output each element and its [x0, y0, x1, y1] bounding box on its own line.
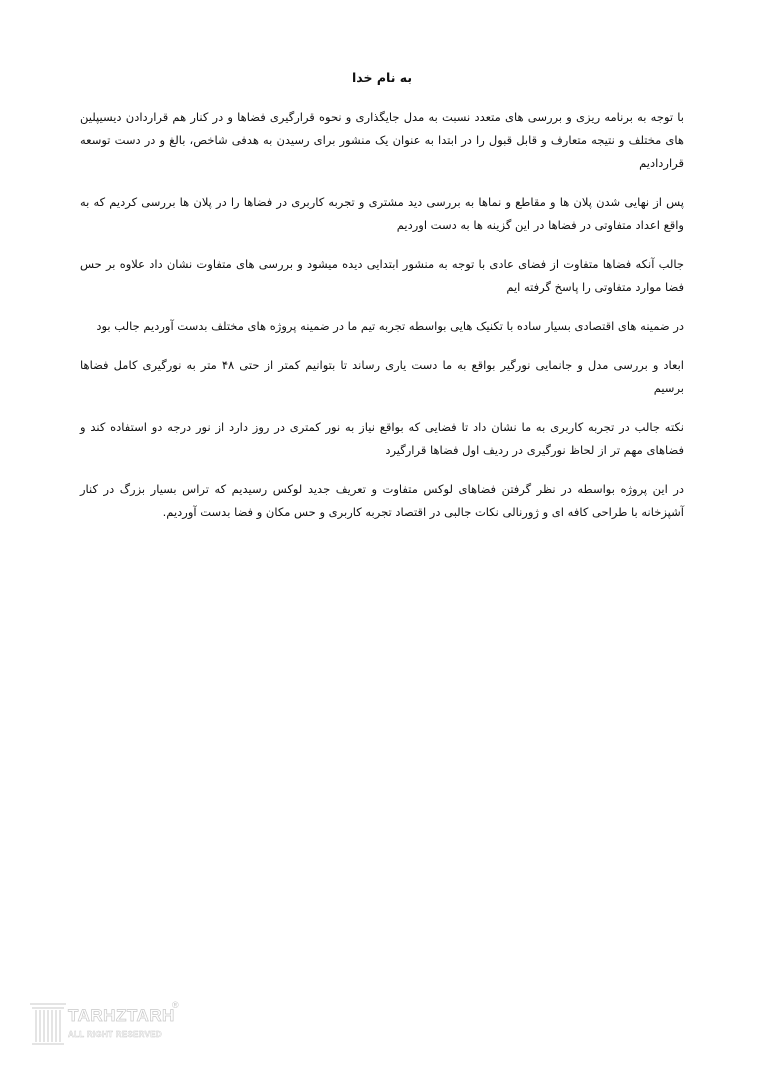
paragraph-7: در این پروژه بواسطه در نظر گرفتن فضاهای لوکس متفاوت و تعریف جدید لوکس رسیدیم که تراس بسیار بزرگ در کنار آشپزخانه با طراحی کافه ای و ژورنالی نکات جالبی در اقتصاد تجربه کاربری و حس مکان و فضا بدست آوردیم.	[80, 482, 684, 519]
watermark-brand: TARHZTARH	[68, 1006, 175, 1025]
paragraph-5: ابعاد و بررسی مدل و جانمایی نورگیر بواقع به ما دست یاری رساند تا بتوانیم کمتر از حتی ۴۸ متر به نورگیری کامل فضاها برسیم	[80, 358, 684, 395]
document-body	[80, 106, 684, 540]
watermark-logo	[28, 1000, 188, 1052]
paragraph-1: با توجه به برنامه ریزی و بررسی های متعدد نسبت به مدل جایگذاری و نحوه قرارگیری فضاها و در کنار هم قراردادن دیسیپلین های مختلف و نتیجه متعارف و قابل قبول را در ابتدا به عنوان یک منشور برای رسیدن به هدفی شاخص، بالغ و در دست توسعه قراردادیم	[80, 110, 684, 170]
registered-mark: ®	[172, 1000, 179, 1010]
paragraph-6: نکته جالب در تجربه کاربری به ما نشان داد تا فضایی که بواقع نیاز به نور کمتری در روز دارد از نور درجه دو استفاده کند و فضاهای مهم تر از لحاظ نورگیری در ردیف اول فضاها قرارگیرد	[80, 420, 684, 457]
document-title: به نام خدا	[351, 70, 413, 85]
watermark-tagline: ALL RIGHT RESERVED	[68, 1030, 163, 1039]
paragraph-4: در ضمینه های اقتصادی بسیار ساده با تکنیک هایی بواسطه تجربه تیم ما در ضمینه پروژه های مختلف بدست آوردیم جالب بود	[96, 319, 684, 333]
columns-logo-icon	[28, 1000, 68, 1048]
paragraph-2: پس از نهایی شدن پلان ها و مقاطع و نماها به بررسی دید مشتری و تجربه کاربری در فضاها را در پلان ها بررسی کردیم که به واقع اعداد متفاوتی در فضاها در این گزینه ها به دست اوردیم	[80, 195, 684, 232]
paragraph-3: جالب آنکه فضاها متفاوت از فضای عادی با توجه به منشور ابتدایی دیده میشود و بررسی های متفاوت نشان داد علاوه بر حس فضا موارد متفاوتی را پاسخ گرفته ایم	[80, 257, 684, 294]
